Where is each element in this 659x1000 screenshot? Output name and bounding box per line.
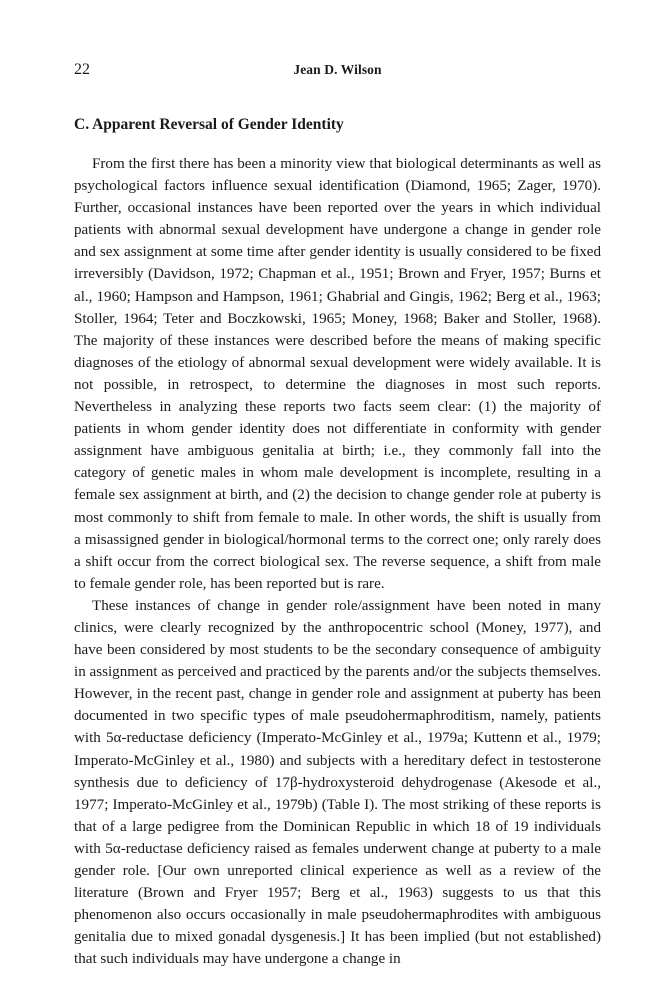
document-page: [74, 60, 601, 970]
paragraph: From the first there has been a minority view that biological determinants as well as psychological factors influence sexual identification (Diamond, 1965; Zager, 1970). Further, occasional instances have been reported over the years in which individual patients with abnormal sexual development have undergone a change in gender role and sex assignment at some time after gender identity is usually considered to be fixed irreversibly (Davidson, 1972; Chapman et al., 1951; Brown and Fryer, 1957; Burns et al., 1960; Hampson and Hampson, 1961; Ghabrial and Gingis, 1962; Berg et al., 1963; Stoller, 1964; Teter and Boczkowski, 1965; Money, 1968; Baker and Stoller, 1968). The majority of these instances were described before the means of making specific diagnoses of the etiology of abnormal sexual development were widely available. It is not possible, in retrospect, to determine the diagnoses in most such reports. Nevertheless in analyzing these reports two facts seem clear: (1) the majority of patients in whom gender identity does not differentiate in conformity with gender assignment have ambiguous genitalia at birth; i.e., they commonly fall into the category of genetic males in whom male development is incomplete, resulting in a female sex assignment at birth, and (2) the decision to change gender role at puberty is most commonly to shift from female to male. In other words, the shift is usually from a misassigned gender in biological/hormonal terms to the correct one; only rarely does a shift occur from the correct biological sex. The reverse sequence, a shift from male to female gender role, has been reported but is rare.: [74, 156, 601, 592]
running-head-author: Jean D. Wilson: [293, 62, 382, 77]
section-heading: C. Apparent Reversal of Gender Identity: [74, 116, 344, 133]
running-head: [74, 60, 601, 80]
body-text: [74, 153, 601, 970]
page-number: 22: [74, 61, 90, 78]
paragraph: These instances of change in gender role/assignment have been noted in many clinics, were clearly recognized by the anthropocentric school (Money, 1977), and have been considered by most students to be the secondary consequence of ambiguity in assignment as perceived and practiced by the parents and/or the subjects themselves. However, in the recent past, change in gender role and assignment at puberty has been documented in two specific types of male pseudohermaphroditism, namely, patients with 5α-reductase deficiency (Imperato-McGinley et al., 1979a; Kuttenn et al., 1979; Imperato-McGinley et al., 1980) and subjects with a hereditary defect in testosterone synthesis due to deficiency of 17β-hydroxysteroid dehydrogenase (Akesode et al., 1977; Imperato-McGinley et al., 1979b) (Table I). The most striking of these reports is that of a large pedigree from the Dominican Republic in which 18 of 19 individuals with 5α-reductase deficiency raised as females underwent change at puberty to a male gender role. [Our own unreported clinical experience as well as a review of the literature (Brown and Fryer 1957; Berg et al., 1963) suggests to us that this phenomenon also occurs occasionally in male pseudohermaphrodites with ambiguous genitalia due to mixed gonadal dysgenesis.] It has been implied (but not established) that such individuals may have undergone a change in: [74, 597, 601, 968]
